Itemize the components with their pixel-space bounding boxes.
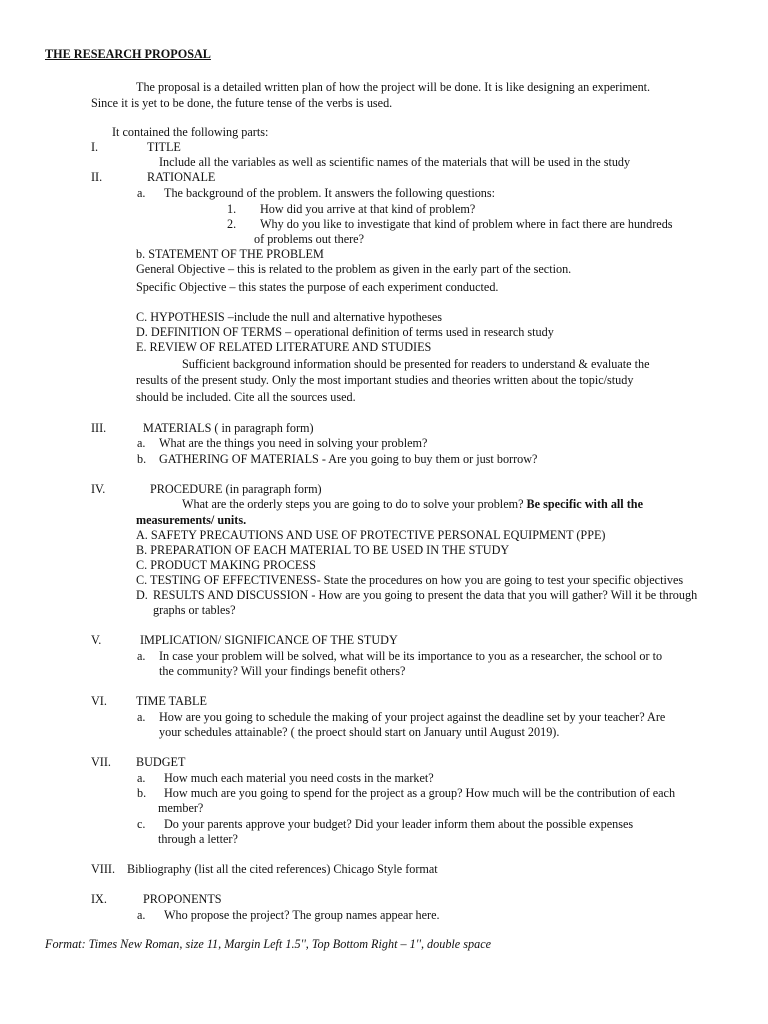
subsection-heading: E. REVIEW OF RELATED LITERATURE AND STUDIES [136, 340, 432, 354]
section-number: VIII. [91, 862, 116, 876]
list-item-continuation: of problems out there? [254, 232, 364, 246]
list-item-text: What are the things you need in solving your problem? [159, 436, 428, 450]
procedure-text: What are the orderly steps you are going to do to solve your problem? [182, 497, 524, 511]
section-heading: PROPONENTS [143, 892, 222, 906]
list-marker: a. [137, 649, 146, 663]
section-number: III. [91, 421, 107, 435]
section-heading: IMPLICATION/ SIGNIFICANCE OF THE STUDY [140, 633, 398, 647]
section-number: IV. [91, 482, 106, 496]
section-heading: BUDGET [136, 755, 186, 769]
intro-line-2: Since it is yet to be done, the future tense of the verbs is used. [91, 96, 393, 110]
parts-intro: It contained the following parts: [112, 125, 269, 139]
paragraph: General Objective – this is related to the problem as given in the early part of the section. [136, 262, 572, 276]
list-item-text: Do your parents approve your budget? Did your leader inform them about the possible expenses [164, 817, 634, 831]
list-marker: a. [137, 186, 146, 200]
paragraph: Specific Objective – this states the purpose of each experiment conducted. [136, 280, 499, 294]
paragraph: results of the present study. Only the most important studies and theories written about the topic/study [136, 373, 634, 387]
page-title: THE RESEARCH PROPOSAL [45, 47, 211, 61]
list-item-text: How much each material you need costs in the market? [164, 771, 434, 785]
subsection-heading: C. PRODUCT MAKING PROCESS [136, 558, 316, 572]
list-item-text: RESULTS AND DISCUSSION - How are you going to present the data that you will gather? Will it be through [153, 588, 698, 602]
section-heading: PROCEDURE (in paragraph form) [150, 482, 322, 496]
list-marker: a. [137, 771, 146, 785]
list-item-continuation: your schedules attainable? ( the proect should start on January until August 2019). [159, 725, 560, 739]
procedure-emphasis: measurements/ units. [136, 513, 247, 527]
list-item-continuation: through a letter? [158, 832, 238, 846]
list-item-text: How did you arrive at that kind of problem? [260, 202, 476, 216]
section-number: IX. [91, 892, 107, 906]
list-marker: 1. [227, 202, 237, 216]
subsection-heading: C. HYPOTHESIS –include the null and alternative hypotheses [136, 310, 442, 324]
section-number: VII. [91, 755, 111, 769]
section-heading: TIME TABLE [136, 694, 207, 708]
list-item-text: Who propose the project? The group names appear here. [164, 908, 440, 922]
list-marker: b. [137, 786, 147, 800]
paragraph: Sufficient background information should be presented for readers to understand & evaluate the [182, 357, 650, 371]
list-item-continuation: member? [158, 801, 204, 815]
list-item-text: The background of the problem. It answers the following questions: [164, 186, 496, 200]
section-heading: TITLE [147, 140, 181, 154]
list-item-text: How much are you going to spend for the project as a group? How much will be the contribution of each [164, 786, 676, 800]
procedure-emphasis: Be specific with all the [526, 497, 643, 511]
section-number: V. [91, 633, 102, 647]
section-number: II. [91, 170, 103, 184]
list-item-continuation: the community? Will your findings benefit others? [159, 664, 406, 678]
section-text: Include all the variables as well as scientific names of the materials that will be used in the study [159, 155, 631, 169]
intro-line-1: The proposal is a detailed written plan of how the project will be done. It is like designing an experiment. [136, 80, 651, 94]
list-marker: b. [137, 452, 147, 466]
subsection-heading: D. DEFINITION OF TERMS – operational definition of terms used in research study [136, 325, 554, 339]
section-heading: MATERIALS ( in paragraph form) [143, 421, 314, 435]
paragraph [182, 497, 643, 512]
section-heading: Bibliography (list all the cited references) Chicago Style format [127, 862, 438, 876]
subsection-heading: A. SAFETY PRECAUTIONS AND USE OF PROTECTIVE PERSONAL EQUIPMENT (PPE) [136, 528, 606, 542]
subsection-heading: b. STATEMENT OF THE PROBLEM [136, 247, 324, 261]
list-item-text: How are you going to schedule the making of your project against the deadline set by your teacher? Are [159, 710, 666, 724]
list-marker: c. [137, 817, 146, 831]
list-item-continuation: graphs or tables? [153, 603, 236, 617]
subsection-heading: C. TESTING OF EFFECTIVENESS- State the procedures on how you are going to test your specific objectives [136, 573, 684, 587]
list-marker: a. [137, 436, 146, 450]
list-item-text: Why do you like to investigate that kind of problem where in fact there are hundreds [260, 217, 673, 231]
section-number: I. [91, 140, 99, 154]
list-marker: a. [137, 908, 146, 922]
list-marker: 2. [227, 217, 237, 231]
paragraph: should be included. Cite all the sources used. [136, 390, 356, 404]
list-marker: a. [137, 710, 146, 724]
list-marker: D. [136, 588, 148, 602]
list-item-text: GATHERING OF MATERIALS - Are you going to buy them or just borrow? [159, 452, 538, 466]
format-note: Format: Times New Roman, size 11, Margin Left 1.5'', Top Bottom Right – 1'', double space [45, 937, 492, 951]
list-item-text: In case your problem will be solved, what will be its importance to you as a researcher, the school or to [159, 649, 663, 663]
subsection-heading: B. PREPARATION OF EACH MATERIAL TO BE USED IN THE STUDY [136, 543, 510, 557]
section-heading: RATIONALE [147, 170, 216, 184]
section-number: VI. [91, 694, 107, 708]
